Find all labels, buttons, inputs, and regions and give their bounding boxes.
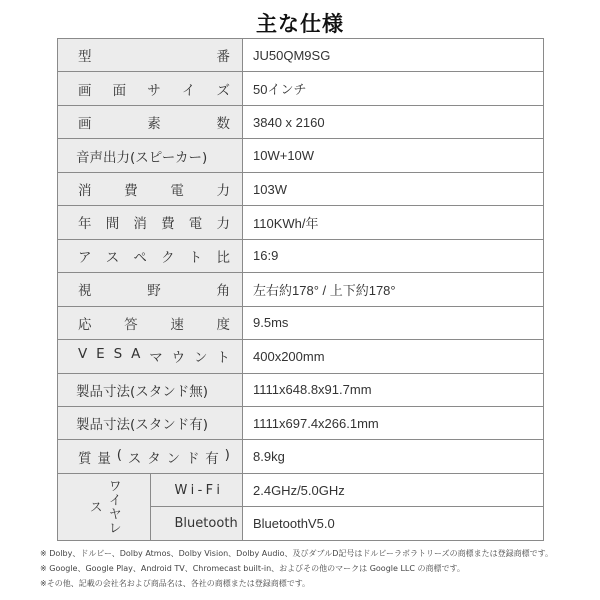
spec-label-char: B <box>174 516 184 532</box>
spec-label-text <box>58 79 242 99</box>
spec-label-char: 比 <box>216 249 230 266</box>
spec-label <box>58 139 243 172</box>
spec-value: 3840 x 2160 <box>243 105 544 138</box>
spec-row <box>58 105 544 138</box>
spec-label-char: 応 <box>78 316 92 333</box>
spec-value: 103W <box>243 172 544 205</box>
spec-label-char: 力 <box>216 216 230 233</box>
spec-row-wireless <box>58 473 544 506</box>
spec-label-char: 素 <box>147 116 161 133</box>
spec-label-char: 年 <box>78 216 92 233</box>
spec-label <box>58 273 243 306</box>
spec-row <box>58 406 544 439</box>
spec-row <box>58 340 544 373</box>
spec-value: 左右約178° / 上下約178° <box>243 273 544 306</box>
spec-label-text <box>58 346 242 366</box>
spec-label-char: ク <box>161 249 175 266</box>
spec-value: JU50QM9SG <box>243 39 544 72</box>
spec-label-char: マ <box>149 350 163 367</box>
spec-value: 2.4GHz/5.0GHz <box>243 473 544 506</box>
spec-label-char: 電 <box>188 216 203 233</box>
spec-label-char: 面 <box>112 82 127 99</box>
spec-label-char: 電 <box>170 183 184 200</box>
spec-label-text <box>58 380 242 400</box>
spec-label-char: ト <box>216 350 230 367</box>
spec-label-char: F <box>205 482 214 498</box>
spec-label-char: 画 <box>78 116 92 133</box>
spec-label-char: o <box>216 516 225 532</box>
spec-row <box>58 39 544 72</box>
spec-label-text <box>58 146 242 166</box>
spec-label-char: S <box>113 346 123 363</box>
spec-label-char: 費 <box>161 216 175 233</box>
spec-value: 110KWh/年 <box>243 206 544 239</box>
spec-label <box>58 39 243 72</box>
spec-label-char: 消 <box>133 216 147 233</box>
spec-label-char: ス <box>105 249 120 266</box>
spec-label-char: 番 <box>216 49 230 66</box>
spec-label-char: E <box>96 346 105 363</box>
spec-label <box>58 239 243 272</box>
spec-row <box>58 440 544 473</box>
spec-label-char: タ <box>147 450 161 467</box>
spec-label-char: ン <box>166 450 181 467</box>
spec-label-char: ン <box>194 350 208 367</box>
footnote: ※その他、記載の会社名および商品名は、各社の商標または登録商標です。 <box>40 579 311 588</box>
spec-label-char: 有 <box>205 450 219 467</box>
spec-row <box>58 373 544 406</box>
spec-label-char: 角 <box>216 283 230 300</box>
spec-label-char: 数 <box>216 116 230 133</box>
spec-label-char: 度 <box>216 316 230 333</box>
spec-label-char: 間 <box>105 216 120 233</box>
spec-label-text <box>58 279 242 299</box>
spec-label-char: 野 <box>147 283 161 300</box>
spec-label-char: 消 <box>78 183 92 200</box>
spec-label-char: 製品寸法(スタンド無) <box>76 383 209 400</box>
spec-label-text <box>58 112 242 132</box>
spec-label-text <box>58 413 242 433</box>
spec-label-char: ウ <box>171 350 186 367</box>
spec-label-char: 量 <box>97 450 111 467</box>
footnote: ※ Dolby、ドルビー、Dolby Atmos、Dolby Vision、Dolby Audio、及びダブルD記号はドルビーラボラトリーズの商標または登録商標です。 <box>40 549 554 558</box>
spec-label <box>58 72 243 105</box>
footnote: ※ Google、Google Play、Android TV、Chromecast built-in、およびその他のマークは Google LLC の商標です。 <box>40 564 465 573</box>
page-title: 主な仕様 <box>256 11 344 36</box>
spec-value: 8.9kg <box>243 440 544 473</box>
spec-label-char: u <box>187 516 196 532</box>
spec-label-char: 製品寸法(スタンド有) <box>76 417 209 434</box>
spec-table-body <box>58 39 544 541</box>
spec-row <box>58 239 544 272</box>
spec-label <box>150 507 243 541</box>
spec-label-char: 質 <box>78 450 92 467</box>
spec-label-text <box>58 45 242 65</box>
spec-label-char: i <box>216 482 220 498</box>
spec-label <box>58 373 243 406</box>
spec-value: 16:9 <box>243 239 544 272</box>
spec-label <box>58 306 243 339</box>
spec-label <box>58 105 243 138</box>
spec-row <box>58 139 544 172</box>
spec-label-char: ) <box>224 446 230 463</box>
spec-value: 1111x648.8x91.7mm <box>243 373 544 406</box>
spec-label-char: 答 <box>124 316 138 333</box>
spec-row <box>58 273 544 306</box>
spec-label-char: V <box>78 346 88 363</box>
spec-label-char: ア <box>78 249 92 266</box>
spec-label-text <box>58 447 242 467</box>
spec-label <box>58 440 243 473</box>
spec-label-char: 型 <box>78 49 92 66</box>
spec-label-char: 力 <box>216 183 230 200</box>
spec-label-char: ド <box>185 450 200 467</box>
spec-label-char: ト <box>188 249 203 266</box>
spec-label-text <box>58 246 242 266</box>
spec-label-char: t <box>203 516 209 532</box>
spec-label-text <box>58 313 242 333</box>
spec-label-char: W <box>174 482 188 498</box>
spec-label-text <box>58 179 242 199</box>
spec-table <box>57 38 544 541</box>
spec-row <box>58 306 544 339</box>
spec-label <box>58 172 243 205</box>
spec-label-char: ペ <box>133 249 147 266</box>
spec-label <box>150 473 243 506</box>
spec-label-char: i <box>190 482 195 498</box>
footnotes <box>40 546 595 591</box>
spec-label-text <box>151 516 243 531</box>
spec-label-char: ス <box>127 450 142 467</box>
spec-label <box>58 340 243 373</box>
spec-label-char: t <box>224 516 230 532</box>
spec-label <box>58 406 243 439</box>
spec-row <box>58 72 544 105</box>
spec-label-char: イ <box>181 82 196 99</box>
spec-label-char: 音声出力(スピーカー) <box>76 149 208 166</box>
spec-value: 9.5ms <box>243 306 544 339</box>
spec-value: BluetoothV5.0 <box>243 507 544 541</box>
spec-label-char: 速 <box>170 316 184 333</box>
wireless-group-label: ワイヤレス <box>58 473 151 540</box>
spec-label-text <box>58 212 242 232</box>
spec-label-char: l <box>183 516 188 532</box>
spec-label-char: ズ <box>216 82 230 99</box>
spec-value: 50インチ <box>243 72 544 105</box>
spec-label-char: 画 <box>78 82 92 99</box>
spec-label-text <box>151 483 243 498</box>
spec-label <box>58 206 243 239</box>
spec-label-char: h <box>229 516 238 532</box>
spec-row <box>58 206 544 239</box>
spec-label-char: - <box>197 482 203 498</box>
spec-label-char: 視 <box>78 283 92 300</box>
spec-label-char: A <box>131 346 141 363</box>
spec-value: 10W+10W <box>243 139 544 172</box>
spec-label-char: サ <box>147 82 161 99</box>
spec-value: 1111x697.4x266.1mm <box>243 406 544 439</box>
spec-label-char: 費 <box>124 183 138 200</box>
spec-label-char: ( <box>116 446 122 463</box>
spec-row <box>58 172 544 205</box>
spec-label-char: e <box>195 516 204 532</box>
spec-value: 400x200mm <box>243 340 544 373</box>
spec-label-char: o <box>208 516 217 532</box>
